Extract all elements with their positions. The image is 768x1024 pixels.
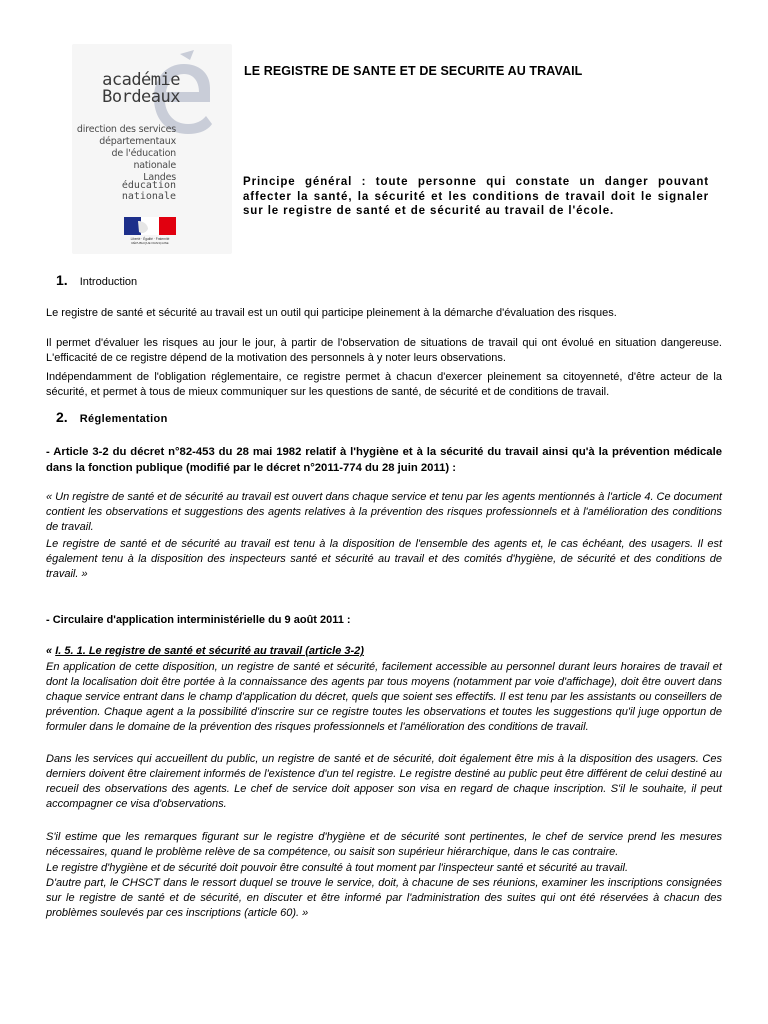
circulaire-heading: - Circulaire d'application interministérielle du 9 août 2011 : — [46, 614, 351, 626]
direction-line: direction des services — [76, 124, 176, 135]
article-heading: - Article 3-2 du décret n°82-453 du 28 mai 1982 relatif à l'hygiène et à la sécurité du travail ainsi qu'à la prévention médicale dans la fonction publique (modifié par le décret n°2011-774 du 28 juin 2011) : — [46, 446, 722, 474]
direction-line: de l'éducation nationale — [111, 148, 176, 171]
section-number: 2. — [56, 409, 68, 425]
circulaire-paragraph: S'il estime que les remarques figurant sur le registre d'hygiène et de sécurité sont pertinentes, le chef de service prend les mesures nécessaires, quand le problème relève de sa compétence, ou saisit son supérieur hiérarchique, dans le cas contraire. — [46, 831, 722, 858]
circulaire-paragraph: Dans les services qui accueillent du public, un registre de santé et de sécurité, doit également être mis à la disposition des usagers. Ces derniers doivent être clairement informés de l'existence d'un tel registre. Le registre destiné au public peut être différent de celui destiné au recueil des observations des agents. Le chef de service doit apposer son visa en regard de chaque inscription. S'il le souhaite, il peut accompagner ce visa d'observations. — [46, 753, 722, 810]
article-quote: « Un registre de santé et de sécurité au travail est ouvert dans chaque service et tenu par les agents mentionnés à l'article 4. Ce document contient les observations et suggestions des agents relatives à la prévention des risques professionnels et à l'amélioration des conditions de travail. — [46, 491, 722, 533]
section-2-heading — [56, 409, 168, 425]
direction-line: Landes — [143, 172, 176, 183]
quote-open: « — [46, 645, 56, 657]
circulaire-subheading — [46, 644, 722, 659]
academie-line-1: académie — [102, 70, 180, 90]
document-title: LE REGISTRE DE SANTE ET DE SECURITE AU TRAVAIL — [244, 64, 583, 78]
marianne-flag-icon — [124, 217, 176, 245]
article-quote: Le registre de santé et de sécurité au travail est tenu à la disposition de l'ensemble des agents et, le cas échéant, des usagers. Il est également tenu à la disposition des inspecteurs santé et sécurité au travail et des comités d'hygiène, de sécurité et des conditions de travail. » — [46, 538, 722, 580]
principe-general: Principe général : toute personne qui constate un danger pouvant affecter la santé, la sécurité et les conditions de travail doit le signaler sur le registre de santé et de sécurité au travail de l'école. — [243, 176, 709, 217]
section-1-heading — [56, 272, 137, 288]
education-nationale-text — [72, 180, 176, 202]
academie-logo — [72, 44, 232, 254]
circulaire-paragraph: En application de cette disposition, un registre de santé et sécurité, facilement accessible au personnel durant leurs horaires de travail et dont la localisation doit être portée à la connaissance des agents par tous moyens (notamment par voie d'affichage), doit être ouvert dans chaque service entrant dans le champ d'application du décret, quels que soient ses effectifs. Il est tenu par les assistants ou conseillers de prévention. Chaque agent a la possibilité d'inscrire sur ce registre toutes les observations et toutes les suggestions qu'il juge opportun de formuler dans le domaine de la prévention des risques professionnels et l'amélioration des conditions de travail. — [46, 661, 722, 733]
circulaire-subtitle: I. 5. 1. Le registre de santé et sécurité au travail (article 3-2) — [55, 645, 364, 657]
intro-paragraph: Le registre de santé et sécurité au travail est un outil qui participe pleinement à la démarche d'évaluation des risques. — [46, 307, 617, 319]
education-line: nationale — [121, 191, 176, 202]
intro-paragraph: Il permet d'évaluer les risques au jour le jour, à partir de l'observation de situations de travail qui ont évolué en situation dangereuse. L'efficacité de ce registre dépend de la motivation des personnels à y noter leurs observations. — [46, 337, 722, 364]
direction-text — [72, 124, 176, 184]
section-number: 1. — [56, 272, 68, 288]
flag-caption: Liberté · Égalité · Fraternité — [130, 237, 170, 241]
flag-caption-2: RÉPUBLIQUE FRANÇAISE — [131, 241, 169, 245]
section-label: Réglementation — [79, 413, 168, 425]
section-label: Introduction — [79, 276, 138, 288]
education-line: éducation — [121, 180, 176, 191]
intro-paragraph: Indépendamment de l'obligation réglementaire, ce registre permet à chacun d'exercer pleinement sa citoyenneté, d'être acteur de la sécurité, et permet à tous de mieux communiquer sur les questions de santé, de sécurité et de conditions de travail. — [46, 371, 722, 398]
circulaire-paragraph: D'autre part, le CHSCT dans le ressort duquel se trouve le service, doit, à chacune de ses réunions, examiner les inscriptions consignées sur le registre de santé et de sécurité, en discuter et être informé par l'administration des suites qui ont été réservées à chacun des problèmes soulevés par ces inscriptions (article 60). » — [46, 877, 722, 919]
academie-line-2: Bordeaux — [102, 87, 180, 107]
academie-name — [72, 72, 180, 106]
direction-line: départementaux — [99, 136, 176, 147]
circulaire-paragraph: Le registre d'hygiène et de sécurité doit pouvoir être consulté à tout moment par l'inspecteur santé et sécurité au travail. — [46, 862, 629, 874]
